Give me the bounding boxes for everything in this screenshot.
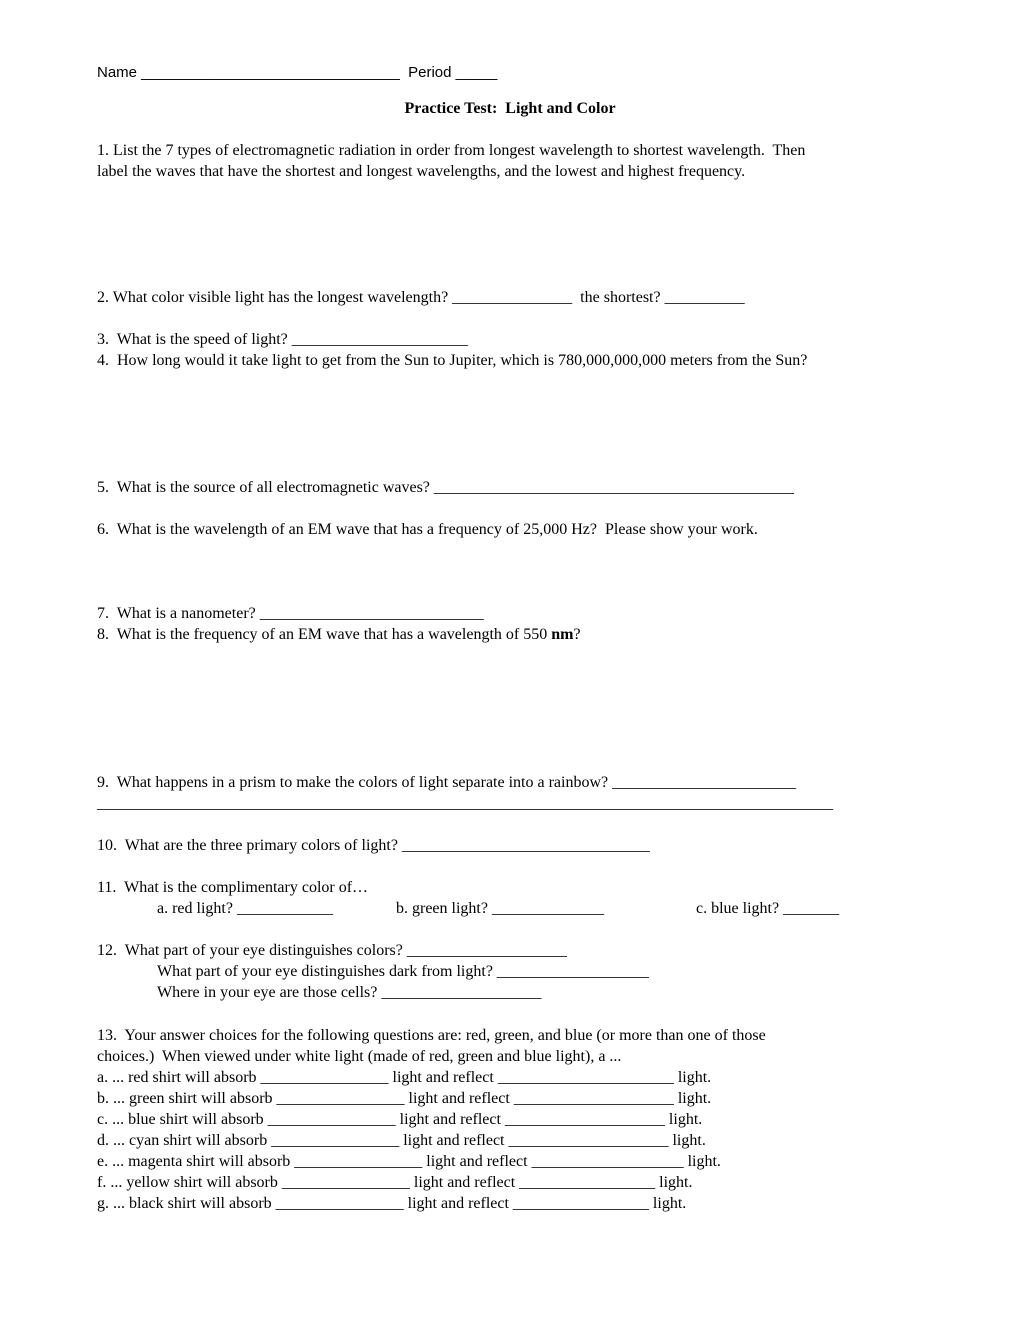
question-13-line-2: choices.) When viewed under white light (made of red, green and blue light), a ... — [97, 1048, 622, 1065]
question-12-line-3: Where in your eye are those cells? ____________________ — [157, 984, 542, 1001]
question-13-item-b: b. ... green shirt will absorb ________________ light and reflect ____________________ light. — [97, 1090, 712, 1107]
question-8-text: 8. What is the frequency of an EM wave that has a wavelength of 550 — [97, 626, 552, 643]
question-11-b: b. green light? ______________ — [396, 900, 604, 917]
question-5: 5. What is the source of all electromagnetic waves? _____________________________________________ — [97, 479, 794, 496]
question-9-line-1: 9. What happens in a prism to make the colors of light separate into a rainbow? _______________________ — [97, 774, 797, 791]
question-13-item-a: a. ... red shirt will absorb ________________ light and reflect ______________________ light. — [97, 1069, 712, 1086]
question-10: 10. What are the three primary colors of light? _______________________________ — [97, 837, 650, 854]
question-1-line-2: label the waves that have the shortest and longest wavelengths, and the lowest and highest frequency. — [97, 163, 746, 180]
question-2: 2. What color visible light has the longest wavelength? _______________ the shortest? __________ — [97, 289, 745, 306]
question-13-item-g: g. ... black shirt will absorb ________________ light and reflect _________________ light. — [97, 1195, 687, 1212]
question-12-line-1: 12. What part of your eye distinguishes colors? ____________________ — [97, 942, 567, 959]
question-8-unit: nm — [551, 626, 574, 643]
question-13-item-c: c. ... blue shirt will absorb ________________ light and reflect ____________________ light. — [97, 1111, 703, 1128]
question-13-item-f: f. ... yellow shirt will absorb ________________ light and reflect _________________ light. — [97, 1174, 693, 1191]
question-13-line-1: 13. Your answer choices for the following questions are: red, green, and blue (or more than one of those — [97, 1027, 766, 1044]
question-7: 7. What is a nanometer? ____________________________ — [97, 605, 484, 622]
page-title: Practice Test: Light and Color — [404, 100, 616, 117]
question-8 — [97, 624, 581, 645]
question-1-line-1: 1. List the 7 types of electromagnetic radiation in order from longest wavelength to shortest wavelength. Then — [97, 142, 806, 159]
question-13-item-d: d. ... cyan shirt will absorb ________________ light and reflect ____________________ light. — [97, 1132, 706, 1149]
question-11-a: a. red light? ____________ — [157, 900, 333, 917]
question-12-line-2: What part of your eye distinguishes dark from light? ___________________ — [157, 963, 649, 980]
question-4: 4. How long would it take light to get from the Sun to Jupiter, which is 780,000,000,000 meters from the Sun? — [97, 352, 808, 369]
question-9-line-2: ____________________________________________________________________________________________ — [97, 795, 833, 812]
question-11-c: c. blue light? _______ — [696, 900, 840, 917]
question-8-end: ? — [573, 626, 581, 643]
question-3: 3. What is the speed of light? ______________________ — [97, 331, 468, 348]
question-6: 6. What is the wavelength of an EM wave that has a frequency of 25,000 Hz? Please show your work. — [97, 521, 758, 538]
name-period-line: Name _______________________________ Period _____ — [97, 64, 498, 81]
question-13-item-e: e. ... magenta shirt will absorb ________________ light and reflect ___________________ light. — [97, 1153, 721, 1170]
question-11-prompt: 11. What is the complimentary color of… — [97, 879, 369, 896]
